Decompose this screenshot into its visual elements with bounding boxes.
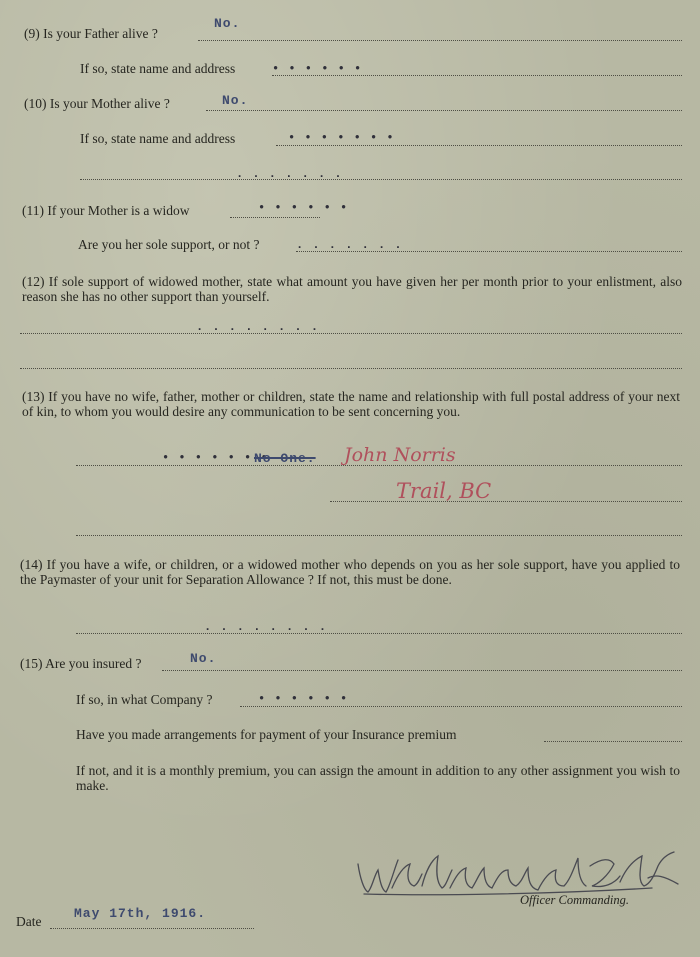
q15-answer: No. xyxy=(190,651,217,666)
q14-line xyxy=(76,633,682,634)
q12-line-2 xyxy=(20,368,682,369)
q13-struck-answer: No One. xyxy=(254,451,316,466)
q10-sub-line xyxy=(276,145,682,146)
q15-premium-line xyxy=(544,741,682,742)
officer-commanding-label: Officer Commanding. xyxy=(520,893,630,907)
q11-label: (11) If your Mother is a widow xyxy=(22,203,190,218)
date-label: Date xyxy=(16,914,42,929)
q12-line-1 xyxy=(20,333,682,334)
q13-text: (13) If you have no wife, father, mother or children, state the name and relationship with full postal address of your next of kin, to whom you would desire any communication to be sent concerning you. xyxy=(22,389,680,419)
q15-answer-line xyxy=(162,670,682,671)
q14-text: (14) If you have a wife, or children, or a widowed mother who depends on you as her sole support, have you applied to the Paymaster of your unit for Separation Allowance ? If not, this must be done. xyxy=(20,557,680,587)
q13-next-of-kin-name: John Norris xyxy=(344,444,456,466)
q10-extra-line xyxy=(80,179,682,180)
date-value: May 17th, 1916. xyxy=(74,906,207,921)
q10-label: (10) Is your Mother alive ? xyxy=(24,96,170,111)
q15-company-marks: • • • • • • xyxy=(258,692,349,706)
q13-line-2 xyxy=(330,501,682,502)
q11-marks: • • • • • • xyxy=(258,201,349,215)
q12-text: (12) If sole support of widowed mother, state what amount you have given her per month prior to your enlistment, also reason she has no other support than yourself. xyxy=(22,274,682,304)
q15-company-label: If so, in what Company ? xyxy=(76,692,213,707)
q9-sub-marks: • • • • • • xyxy=(272,62,363,76)
q13-marks: • • • • • • • xyxy=(162,451,269,465)
q9-answer: No. xyxy=(214,16,241,31)
q9-sub-label: If so, state name and address xyxy=(80,61,236,76)
q12-marks: . . . . . . . . xyxy=(196,320,320,334)
q14-marks: . . . . . . . . xyxy=(204,620,328,634)
q15-premium-label: Have you made arrangements for payment of your Insurance premium xyxy=(76,727,457,742)
q10-answer: No. xyxy=(222,93,249,108)
q10-answer-line xyxy=(206,110,682,111)
q10-sub-label: If so, state name and address xyxy=(80,131,236,146)
q11-sub-label: Are you her sole support, or not ? xyxy=(78,237,260,252)
q9-label: (9) Is your Father alive ? xyxy=(24,26,158,41)
q11-line xyxy=(230,217,320,218)
q15-label: (15) Are you insured ? xyxy=(20,656,142,671)
q9-answer-line xyxy=(198,40,682,41)
officer-signature xyxy=(352,848,684,900)
q15-company-line xyxy=(240,706,682,707)
q15-assign-text: If not, and it is a monthly premium, you can assign the amount in addition to any other assignment you wish to make. xyxy=(76,763,680,793)
date-line xyxy=(50,928,254,929)
q10-sub-marks: • • • • • • • xyxy=(288,131,395,145)
q13-line-3 xyxy=(76,535,682,536)
q10-extra-marks: . . . . . . . xyxy=(236,167,343,181)
q11-sub-marks: . . . . . . . xyxy=(296,238,403,252)
q13-next-of-kin-place: Trail, BC xyxy=(396,479,492,503)
